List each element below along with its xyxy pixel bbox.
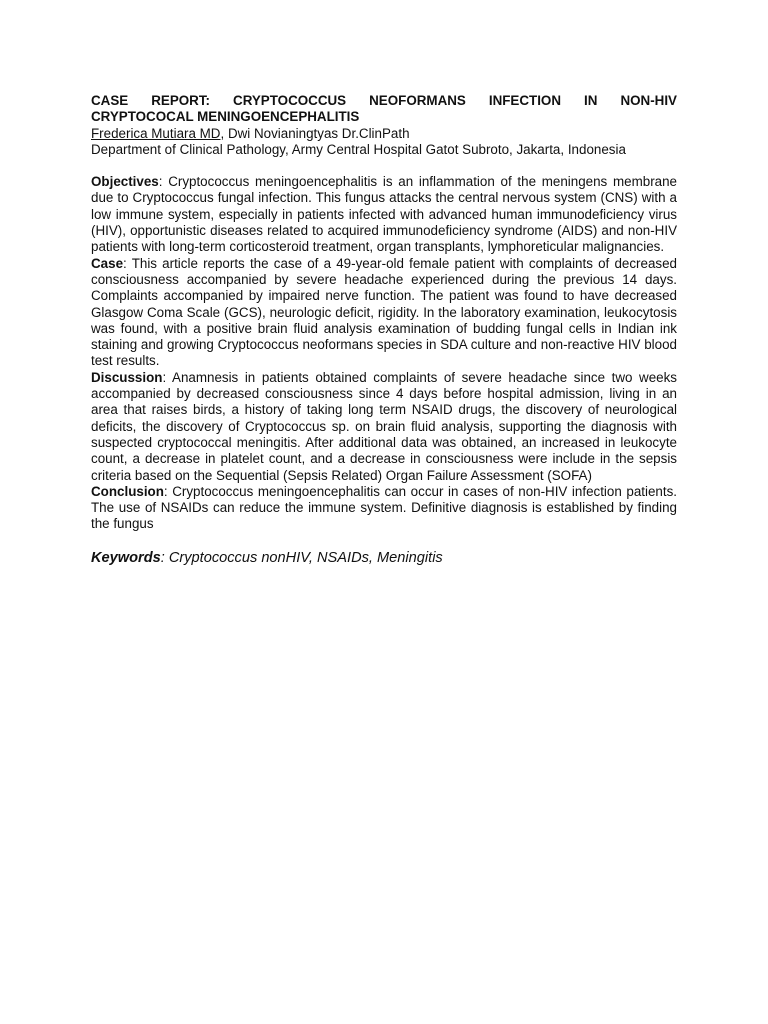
objectives-heading: Objectives <box>91 174 159 190</box>
discussion-heading: Discussion <box>91 369 163 385</box>
case-section <box>91 256 677 370</box>
keywords-separator: : <box>160 549 169 566</box>
case-separator: : <box>123 255 132 271</box>
discussion-separator: : <box>162 369 173 385</box>
author-main: Frederica Mutiara MD <box>91 125 221 141</box>
author-list <box>91 126 677 142</box>
conclusion-heading: Conclusion <box>91 483 164 499</box>
affiliation: Department of Clinical Pathology, Army Central Hospital Gatot Subroto, Jakarta, Indonesia <box>91 141 626 157</box>
objectives-separator: : <box>158 174 169 190</box>
case-heading: Case <box>91 255 124 271</box>
conclusion-section <box>91 484 677 533</box>
keywords-body: Cryptococcus nonHIV, NSAIDs, Meningitis <box>168 549 443 566</box>
title-line-1: CASE REPORT: CRYPTOCOCCUS NEOFORMANS INFECTION IN NON-HIV <box>91 93 677 108</box>
objectives-section <box>91 174 677 255</box>
objectives-body: Cryptococcus meningoencephalitis is an inflammation of the meningens membrane due to Cryptococcus fungal infection. This fungus attacks the central nervous system (CNS) with a low immune system, especially in patients infected with advanced human immunodeficiency virus (HIV), opportunistic diseases related to acquired immunodeficiency syndrome (AIDS) and non-HIV patients with long-term corticosteroid treatment, organ transplants, lymphoreticular malignancies. <box>91 174 677 255</box>
title-line-2: CRYPTOCOCAL MENINGOENCEPHALITIS <box>91 109 360 125</box>
discussion-section <box>91 370 677 484</box>
conclusion-separator: : <box>163 483 173 499</box>
keywords-line <box>91 550 677 566</box>
conclusion-body: Cryptococcus meningoencephalitis can occur in cases of non-HIV infection patients. The use of NSAIDs can reduce the immune system. Definitive diagnosis is established by finding the fungus <box>91 483 677 532</box>
author-others: Dwi Novianingtyas Dr.ClinPath <box>227 125 410 141</box>
discussion-body: Anamnesis in patients obtained complaints of severe headache since two weeks accompanied by decreased consciousness since 4 days before hospital admission, living in an area that raises birds, a history of taking long term NSAID drugs, the discovery of neurological deficits, the discovery of Cryptococcus sp. on brain fluid analysis, supporting the diagnosis with suspected cryptococcal meningitis. After additional data was obtained, an increased in leukocyte count, a decrease in platelet count, and a decrease in consciousness were include in the sepsis criteria based on the Sequential (Sepsis Related) Organ Failure Assessment (SOFA) <box>91 369 677 483</box>
author-separator: , <box>220 125 228 141</box>
case-body: This article reports the case of a 49-year-old female patient with complaints of decreased consciousness accompanied by severe headache experienced during the previous 14 days. Complaints accompanied by impaired nerve function. The patient was found to have decreased Glasgow Coma Scale (GCS), neurologic deficit, rigidity. In the laboratory examination, leukocytosis was found, with a positive brain fluid analysis examination of budding fungal cells in Indian ink staining and growing Cryptococcus neoformans species in SDA culture and non-reactive HIV blood test results. <box>91 255 677 369</box>
abstract-page <box>91 93 677 581</box>
keywords-heading: Keywords <box>91 549 161 566</box>
spacer <box>91 158 677 174</box>
document-title <box>91 93 677 126</box>
